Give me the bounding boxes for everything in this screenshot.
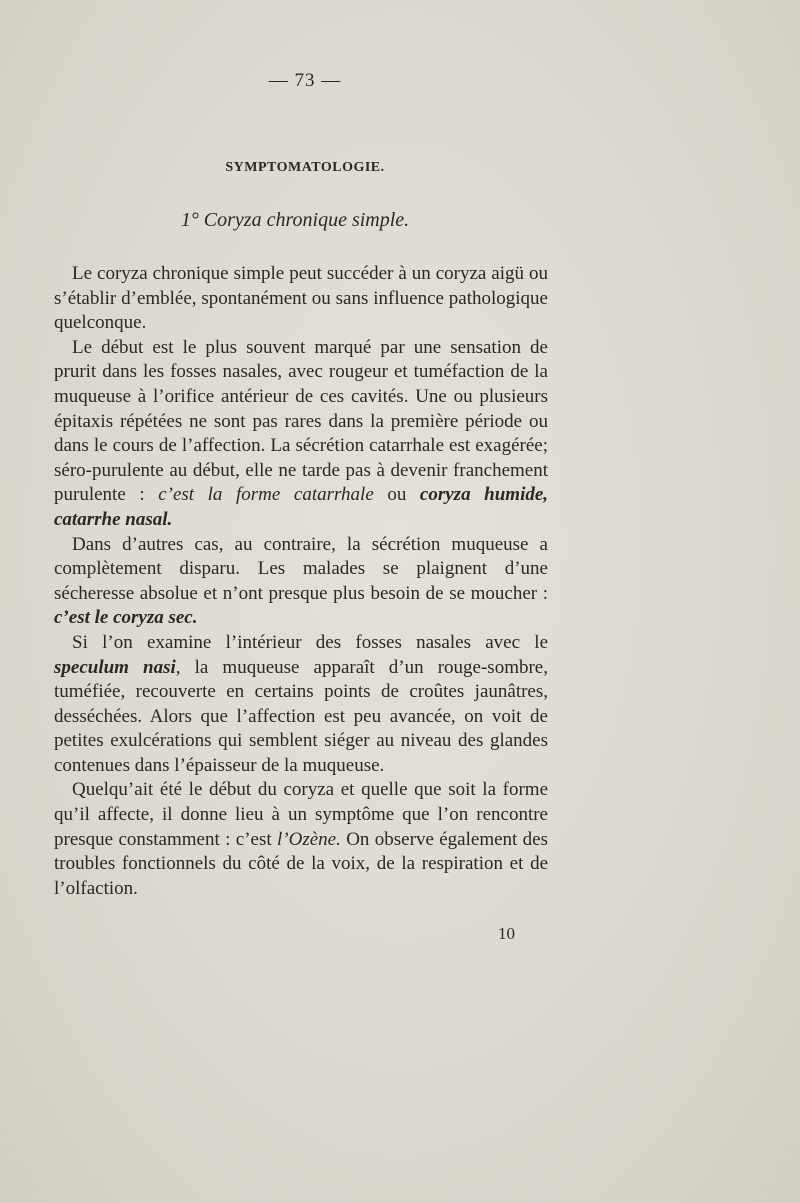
italic-phrase: coryza humide, catarrhe nasal. xyxy=(54,484,549,530)
italic-phrase: c’est le coryza sec. xyxy=(54,607,198,629)
paragraph xyxy=(54,533,548,631)
paragraph-text: Si l’on examine l’intérieur des fosses nasales avec le xyxy=(72,631,548,653)
page-number: — 73 — xyxy=(268,70,342,91)
paragraph-text: , la muqueuse apparaît d’un rouge-sombre, tuméfiée, recouverte en certains points de croûtes jaunâtres, desséchées. Alors que l’affection est peu avancée, on voit de petites exulcérations qui semblent siéger au niveau des glandes contenues dans l’épaisseur de la muqueuse. xyxy=(54,656,548,776)
paragraph xyxy=(54,262,548,336)
signature-mark: 10 xyxy=(498,924,515,943)
subsection-title: 1° Coryza chronique simple. xyxy=(180,209,410,231)
paragraph-text: ou xyxy=(373,484,420,506)
paragraph-text: Quelqu’ait été le début du coryza et quelle que soit la forme qu’il affecte, il donne lieu à un symptôme que l’on rencontre presque constamment : c’est xyxy=(54,779,548,850)
section-title: SYMPTOMATOLOGIE. xyxy=(225,160,385,175)
paragraph-text: Le coryza chronique simple peut succéder à un coryza aigü ou s’établir d’emblée, spontanément ou sans influence pathologique quelconque. xyxy=(54,263,548,334)
paragraph xyxy=(54,336,548,533)
paragraph-text: Dans d’autres cas, au contraire, la sécrétion muqueuse a complètement disparu. Les malades se plaignent d’une sécheresse absolue et n’ont presque plus besoin de se moucher : xyxy=(54,533,548,604)
paragraph-text: Le début est le plus souvent marqué par une sensation de prurit dans les fosses nasales, avec rougeur et tuméfaction de la muqueuse à l’orifice antérieur de ces cavités. Une ou plusieurs épitaxis répétées ne sont pas rares dans la première période ou dans le cours de l’affection. La sécrétion catarrhale est exagérée; séro-purulente au début, elle ne tarde pas à devenir franchement purulente : xyxy=(54,336,548,506)
paragraph xyxy=(54,778,548,901)
italic-phrase: speculum nasi xyxy=(54,656,176,678)
italic-phrase: c’est la forme catarrhale xyxy=(158,484,374,506)
paragraph xyxy=(54,631,548,779)
paragraph-text: On observe également des troubles fonctionnels du côté de la voix, de la respiration et de l’olfaction. xyxy=(54,828,548,899)
italic-phrase: l’Ozène. xyxy=(277,828,341,850)
body-text xyxy=(54,262,548,901)
